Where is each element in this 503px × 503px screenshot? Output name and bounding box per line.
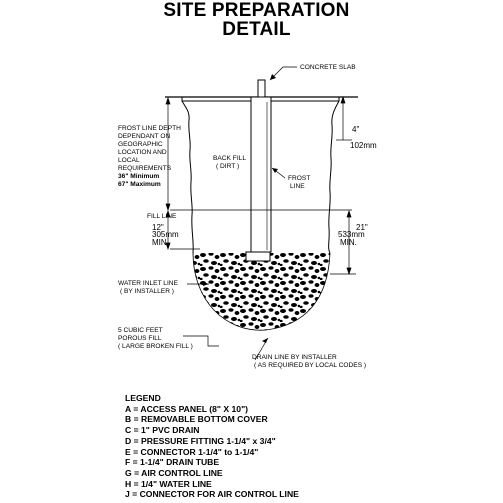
slab-dimension: [336, 97, 352, 140]
legend-item: F = 1-1/4" DRAIN TUBE: [125, 457, 220, 468]
svg-text:12": 12": [152, 223, 164, 232]
legend-heading: LEGEND: [125, 393, 161, 403]
svg-text:GEOGRAPHIC: GEOGRAPHIC: [118, 141, 163, 148]
legend-item: G = AIR CONTROL LINE: [125, 467, 223, 478]
legend-item: C = 1" PVC DRAIN: [125, 425, 200, 436]
water-inlet-label: [118, 280, 179, 295]
legend-item: B = REMOVABLE BOTTOM COVER: [125, 414, 268, 425]
right-dimension-label: [338, 223, 368, 247]
legend-item: E = CONNECTOR 1-1/4" to 1-1/4": [125, 446, 259, 457]
diagram-title-line2: DETAIL: [222, 19, 291, 40]
legend-item: J = CONNECTOR FOR AIR CONTROL LINE: [125, 489, 299, 500]
svg-text:MIN.: MIN.: [152, 238, 169, 247]
frost-line-label: [288, 175, 310, 190]
frost-max-label: 67" Maximum: [118, 181, 161, 188]
svg-text:305mm: 305mm: [152, 230, 179, 239]
frost-min-label: 36" Minimum: [118, 173, 160, 180]
svg-text:( BY INSTALLER ): ( BY INSTALLER ): [120, 288, 174, 295]
svg-text:POROUS FILL: POROUS FILL: [118, 335, 162, 342]
porous-fill: [190, 250, 335, 335]
svg-text:533mm: 533mm: [338, 230, 365, 239]
svg-text:LINE: LINE: [290, 183, 305, 190]
diagram-title-line1: SITE PREPARATION: [163, 0, 350, 21]
slab-dimension-label: [350, 125, 377, 150]
backfill-label: [213, 155, 246, 170]
svg-text:21": 21": [356, 223, 368, 232]
svg-text:LOCATION AND: LOCATION AND: [118, 149, 167, 156]
legend-item: H = 1/4" WATER LINE: [125, 478, 212, 489]
svg-text:4": 4": [352, 125, 360, 134]
svg-text:DRAIN LINE BY INSTALLER: DRAIN LINE BY INSTALLER: [252, 354, 337, 361]
svg-text:BACK FILL: BACK FILL: [213, 155, 246, 162]
concrete-slab-label: CONCRETE SLAB: [300, 64, 356, 71]
svg-text:LOCAL: LOCAL: [118, 157, 140, 164]
svg-text:WATER INLET LINE: WATER INLET LINE: [118, 280, 178, 287]
drain-tube: [246, 80, 271, 261]
svg-text:( LARGE BROKEN FILL ): ( LARGE BROKEN FILL ): [118, 343, 193, 350]
svg-text:DEPENDANT ON: DEPENDANT ON: [118, 133, 171, 140]
fill-line-label: FILL LINE: [147, 213, 177, 220]
drain-line-label: [252, 354, 366, 369]
frost-depth-label: [118, 125, 181, 188]
svg-text:FROST LINE DEPTH: FROST LINE DEPTH: [118, 125, 181, 132]
svg-text:FROST: FROST: [288, 175, 311, 182]
svg-text:( DIRT ): ( DIRT ): [216, 163, 240, 170]
legend: [125, 393, 299, 500]
svg-text:REQUIREMENTS: REQUIREMENTS: [118, 165, 172, 172]
legend-item: D = PRESSURE FITTING 1-1/4" x 3/4": [125, 435, 276, 446]
left-fill-dimension-label: [152, 223, 179, 247]
svg-text:MIN.: MIN.: [340, 238, 357, 247]
legend-item: A = ACCESS PANEL (8" X 10"): [125, 403, 249, 414]
svg-text:102mm: 102mm: [350, 141, 377, 150]
svg-text:( AS REQUIRED BY LOCAL CODES ): ( AS REQUIRED BY LOCAL CODES ): [254, 362, 367, 369]
svg-text:5 CUBIC FEET: 5 CUBIC FEET: [118, 327, 163, 334]
porous-fill-label: [118, 327, 193, 350]
